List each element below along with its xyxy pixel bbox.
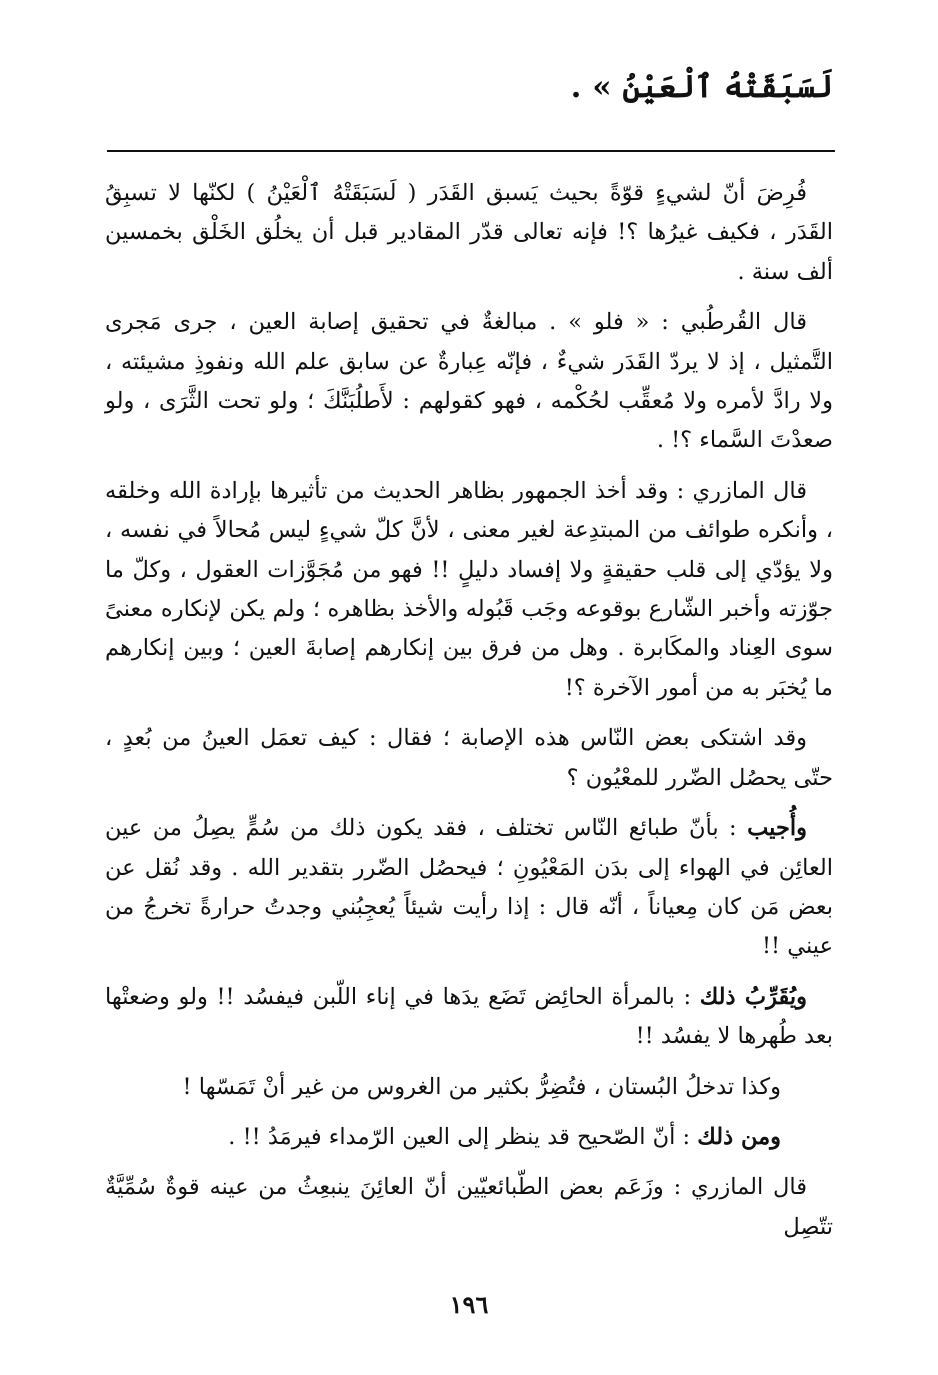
paragraph — [105, 1118, 833, 1157]
paragraph-lead: ويُقَرِّبُ ذلك — [699, 983, 807, 1010]
paragraph-text: وقد اشتكى بعض النّاس هذه الإصابة ؛ فقال : كيف تعمَل العينُ من بُعدٍ ، حتّى يحصُل الضّرر للمعْيُون ؟ — [105, 725, 833, 791]
page-number: ١٩٦ — [449, 1290, 489, 1319]
paragraph — [105, 978, 833, 1057]
paragraph-text: فُرِضَ أنّ لشيءٍ قوّةً بحيث يَسبق القَدَر ( لَسَبَقَتْهُ ٱلْعَيْنُ ) لكنّها لا تسبِقُ القَدَر ، فكيف غيرُها ؟! فإنه تعالى قدّر المقادير قبل أن يخلُق الخَلْق بخمسين ألف سنة . — [105, 180, 833, 285]
paragraph-lead: ومن ذلك — [697, 1123, 781, 1150]
paragraph — [105, 1068, 833, 1107]
paragraph — [105, 809, 833, 967]
paragraph — [105, 719, 833, 798]
continued-text-line: لَسَبَقَتْهُ ٱلْعَيْنُ » . — [570, 69, 833, 105]
paragraph — [105, 1168, 833, 1247]
paragraph — [105, 174, 833, 292]
paragraph-text: : بأنّ طبائع النّاس تختلف ، فقد يكون ذلك من سُمٍّ يصِلُ من عين العائِن في الهواء إلى بدَن المَعْيُونِ ؛ فيحصُل الضّرر بتقدير الله . وقد نُقل عن بعض مَن كان مِعياناً ، أنّه قال : إذا رأيت شيئاً يُعجِبُني وجدتُ حرارةً تخرجُ من عيني !! — [105, 815, 833, 960]
paragraph-text: : بالمرأة الحائِض تَضَع يدَها في إناء اللّبن فيفسُد !! ولو وضعتْها بعد طُهرها لا يفسُد !! — [105, 983, 833, 1050]
paragraph-text: قال المازري : وزَعَم بعض الطّبائعيّين أنّ العائِنَ ينبعِثُ من عينه قوةٌ سُمِّيَّةٌ تتّصِل — [105, 1174, 833, 1240]
paragraph-text: : أنّ الصّحيح قد ينظر إلى العين الرّمداء فيرمَدُ !! . — [228, 1123, 698, 1150]
paragraph-text: قال المازري : وقد أخذ الجمهور بظاهر الحديث من تأثيرها بإرادة الله وخلقه ، وأنكره طوائف من المبتدِعة لغير معنى ، لأنَّ كلّ شيءٍ ليس مُحالاً في نفسه ، ولا يؤدّي إلى قلب حقيقةٍ ولا إفساد دليلٍ !! فهو من مُجَوَّزات العقول ، وكلّ ما جوّزته وأخبر الشّارع بوقوعه وجَب قَبُوله والأخذ بظاهره ؛ ولم يكن لإنكاره معنىً سوى العِناد والمكَابرة . وهل من فرق بين إنكارهم إصابةَ العين ؛ وبين إنكارهم ما يُخبَر به من أمور الآخرة ؟! — [105, 477, 833, 701]
footnote-separator-rule — [107, 150, 835, 152]
main-text — [105, 174, 833, 1247]
paragraph-text: وكذا تدخلُ البُستان ، فتُضِرُّ بكثير من الغروس من غير أنْ تَمَسّها ! — [182, 1073, 781, 1100]
paragraph-text: قال القُرطُبي : « فلو » . مبالغةٌ في تحقيق إصابة العين ، جرى مَجرى التَّمثيل ، إذ لا يردّ القَدَر شيءٌ ، فإنّه عِبارةٌ عن سابق علم الله ونفوذِ مشيئته ، ولا رادَّ لأمره ولا مُعقِّب لحُكْمه ، فهو كقولهم : لأَطلُبَنَّكَ ؛ ولو تحت الثَّرَى ، ولو صعدْتَ السَّماء ؟! . — [105, 309, 833, 454]
paragraph-lead: وأُجيب — [747, 815, 807, 842]
paragraph — [105, 303, 833, 461]
paragraph — [105, 472, 833, 708]
